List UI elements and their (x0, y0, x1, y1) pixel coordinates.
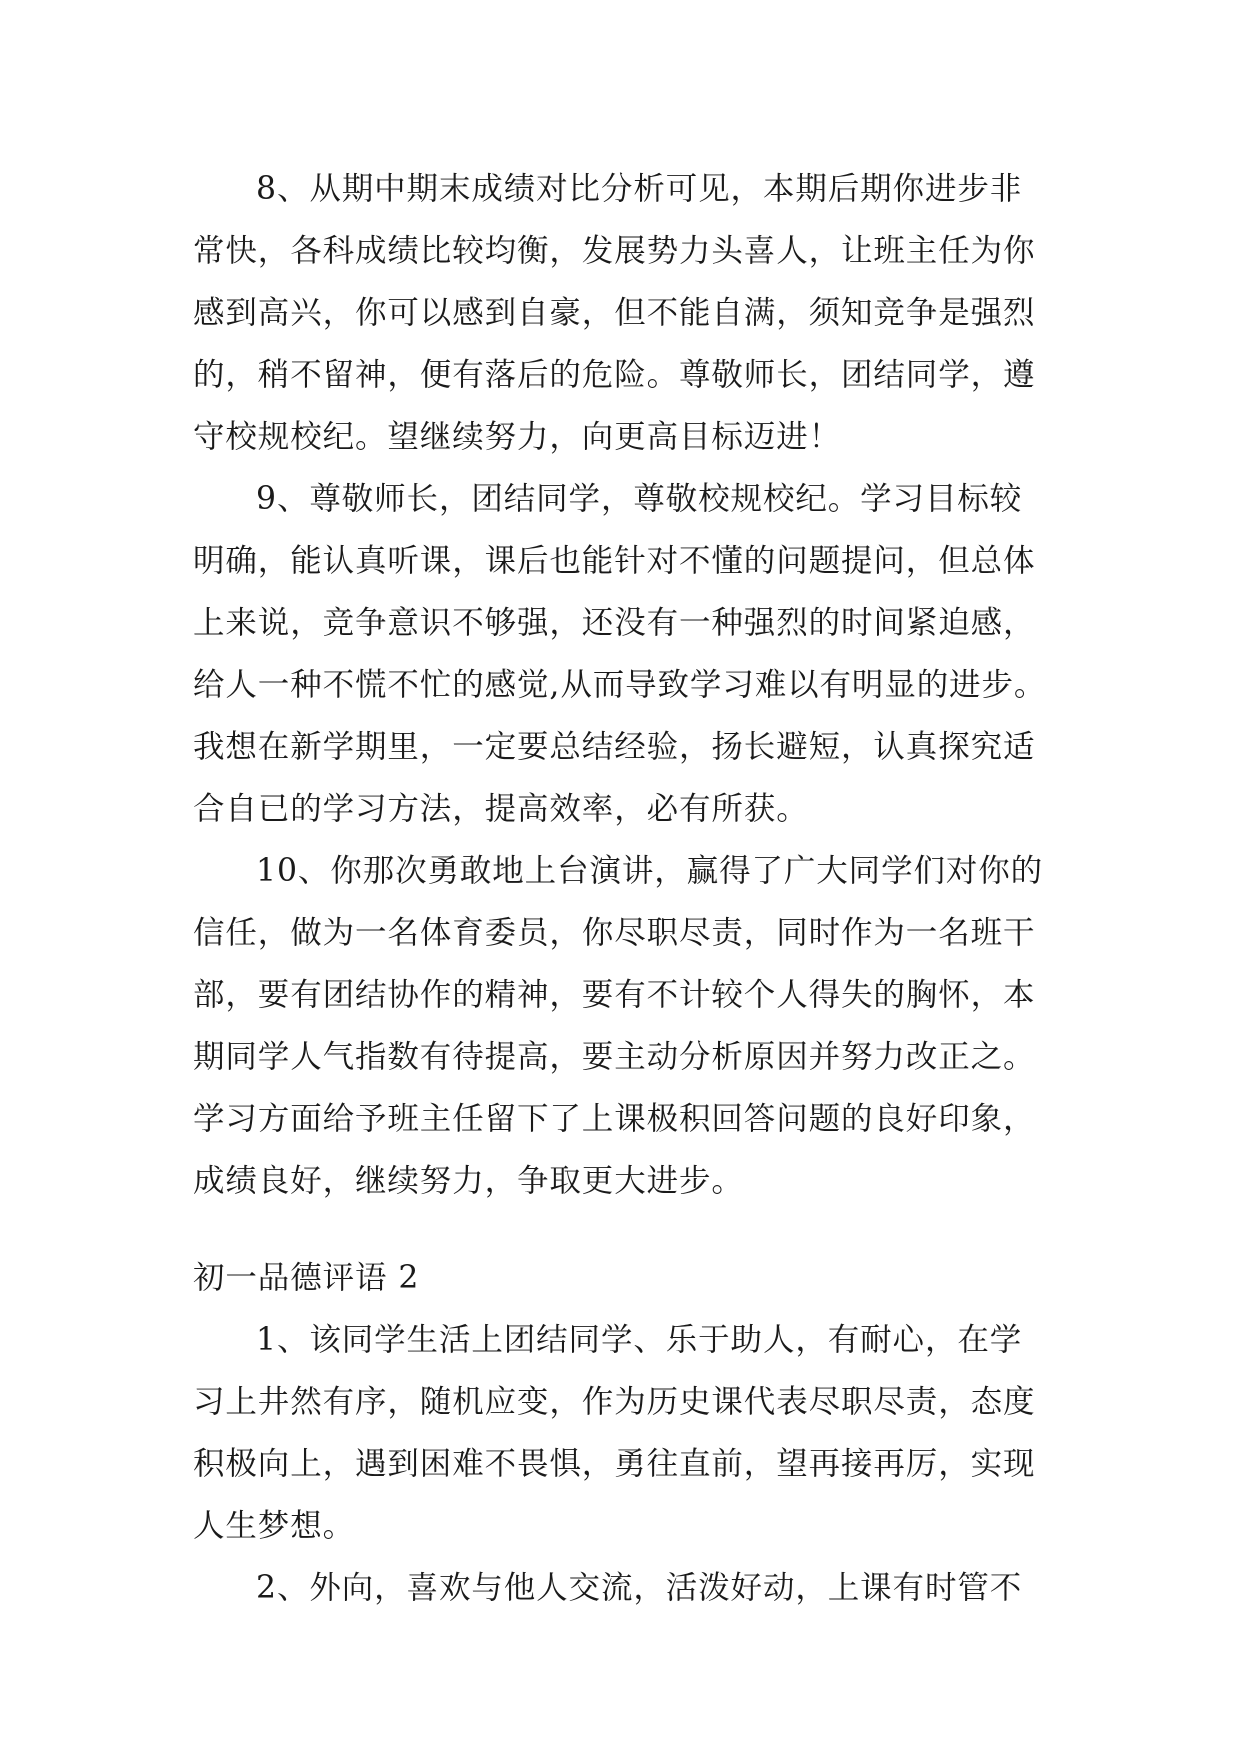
text-line: 8、从期中期末成绩对比分析可见，本期后期你进步非 (256, 171, 1023, 207)
text-line: 成绩良好，继续努力，争取更大进步。 (193, 1163, 744, 1199)
text-line: 信任，做为一名体育委员，你尽职尽责，同时作为一名班干 (193, 915, 1036, 951)
text-line: 明确，能认真听课，课后也能针对不懂的问题提问，但总体 (193, 543, 1036, 579)
text-line: 积极向上，遇到困难不畏惧，勇往直前，望再接再厉，实现 (193, 1446, 1036, 1482)
text-line: 2、外向，喜欢与他人交流，活泼好动，上课有时管不 (256, 1570, 1023, 1606)
text-line: 9、尊敬师长，团结同学，尊敬校规校纪。学习目标较 (256, 481, 1023, 517)
text-line: 部，要有团结协作的精神，要有不计较个人得失的胸怀，本 (193, 977, 1036, 1013)
text-line: 的，稍不留神，便有落后的危险。尊敬师长，团结同学，遵 (193, 357, 1036, 393)
text-line: 感到高兴，你可以感到自豪，但不能自满，须知竞争是强烈 (193, 295, 1036, 331)
text-line: 合自已的学习方法，提高效率，必有所获。 (193, 791, 809, 827)
text-line: 上来说，竞争意识不够强，还没有一种强烈的时间紧迫感， (193, 605, 1036, 641)
text-line: 10、你那次勇敢地上台演讲，赢得了广大同学们对你的 (256, 853, 1044, 889)
text-line: 守校规校纪。望继续努力，向更高目标迈进！ (193, 419, 842, 455)
section-spacer (193, 1212, 1063, 1247)
section-paragraph-2 (193, 1557, 1063, 1619)
paragraph-10 (193, 840, 1063, 1212)
section-heading: 初一品德评语 2 (193, 1260, 420, 1296)
section-paragraph-1 (193, 1309, 1063, 1557)
text-line: 人生梦想。 (193, 1508, 356, 1544)
text-line: 期同学人气指数有待提高，要主动分析原因并努力改正之。 (193, 1039, 1036, 1075)
document-body (193, 158, 1063, 1619)
paragraph-9 (193, 468, 1063, 840)
text-line: 习上井然有序，随机应变，作为历史课代表尽职尽责，态度 (193, 1384, 1036, 1420)
text-line: 给人一种不慌不忙的感觉,从而导致学习难以有明显的进步。 (193, 667, 1047, 703)
text-line: 学习方面给予班主任留下了上课极积回答问题的良好印象， (193, 1101, 1036, 1137)
text-line: 我想在新学期里，一定要总结经验，扬长避短，认真探究适 (193, 729, 1036, 765)
text-line: 1、该同学生活上团结同学、乐于助人，有耐心，在学 (256, 1322, 1023, 1358)
text-line: 常快，各科成绩比较均衡，发展势力头喜人，让班主任为你 (193, 233, 1036, 269)
paragraph-8 (193, 158, 1063, 468)
